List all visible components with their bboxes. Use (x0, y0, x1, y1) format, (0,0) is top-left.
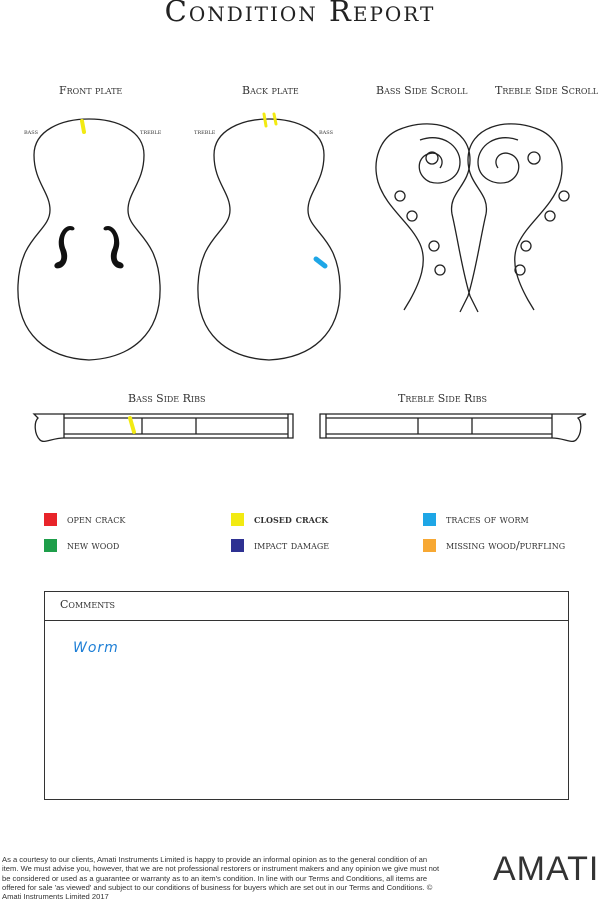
legend-closed-crack (231, 513, 328, 526)
treble-scroll-outline (460, 124, 569, 312)
open-crack-swatch (44, 513, 57, 526)
closed-crack-mark-back (264, 114, 276, 126)
front-treble-label: treble (140, 128, 162, 136)
treble-side-ribs-label: Treble Side Ribs (398, 392, 487, 405)
new-wood-swatch (44, 539, 57, 552)
comments-heading: Comments (45, 592, 568, 621)
legend-open-crack (44, 513, 125, 526)
legend-traces-of-worm (423, 513, 529, 526)
legend-impact-damage (231, 539, 329, 552)
page-title: Condition Report (164, 0, 436, 28)
closed-crack-mark-ribs (130, 418, 134, 432)
legend-label: new wood (67, 539, 120, 552)
back-plate-label: Back plate (242, 84, 299, 97)
legend-label: closed crack (254, 513, 329, 526)
front-bass-label: bass (24, 128, 39, 136)
bass-scroll-outline (376, 124, 478, 312)
legend-label: open crack (67, 513, 126, 526)
worm-trace-mark-back (316, 259, 325, 266)
impact-damage-swatch (231, 539, 244, 552)
legend-missing-wood (423, 539, 565, 552)
closed-crack-swatch (231, 513, 244, 526)
bass-side-scroll-label: Bass Side Scroll (376, 84, 468, 97)
missing-wood-swatch (423, 539, 436, 552)
legend-label: traces of worm (446, 513, 529, 526)
back-bass-label: bass (319, 128, 334, 136)
legend-label: missing wood/purfling (446, 539, 566, 552)
brand-logo: AMATI (493, 850, 600, 888)
bass-side-ribs-outline (34, 414, 293, 441)
closed-crack-mark-front (82, 121, 84, 132)
disclaimer-text: As a courtesy to our clients, Amati Instruments Limited is happy to provide an informal opinion as to the general condition of an item. We must advise you, however, that we are not professional restorers or instrument makers and any opinion we give must not be considered or used as a guarantee or warranty as to an item's condition. In line with our Terms and Conditions, all items are offered for sale 'as viewed' and subject to our conditions of business for buyers which are set out in our Terms and Conditions. © Amati Instruments Limited 2017 (2, 855, 440, 901)
comments-box[interactable] (44, 591, 569, 800)
traces-of-worm-swatch (423, 513, 436, 526)
front-plate-outline (18, 119, 160, 360)
handwritten-comment: Worm (73, 640, 119, 656)
back-treble-label: treble (194, 128, 216, 136)
back-plate-outline (198, 119, 340, 360)
bass-side-ribs-label: Bass Side Ribs (128, 392, 206, 405)
legend-label: impact damage (254, 539, 330, 552)
f-holes (54, 226, 123, 268)
front-plate-label: Front plate (59, 84, 123, 97)
treble-side-ribs-outline (320, 414, 586, 441)
legend-new-wood (44, 539, 119, 552)
treble-side-scroll-label: Treble Side Scroll (495, 84, 599, 97)
